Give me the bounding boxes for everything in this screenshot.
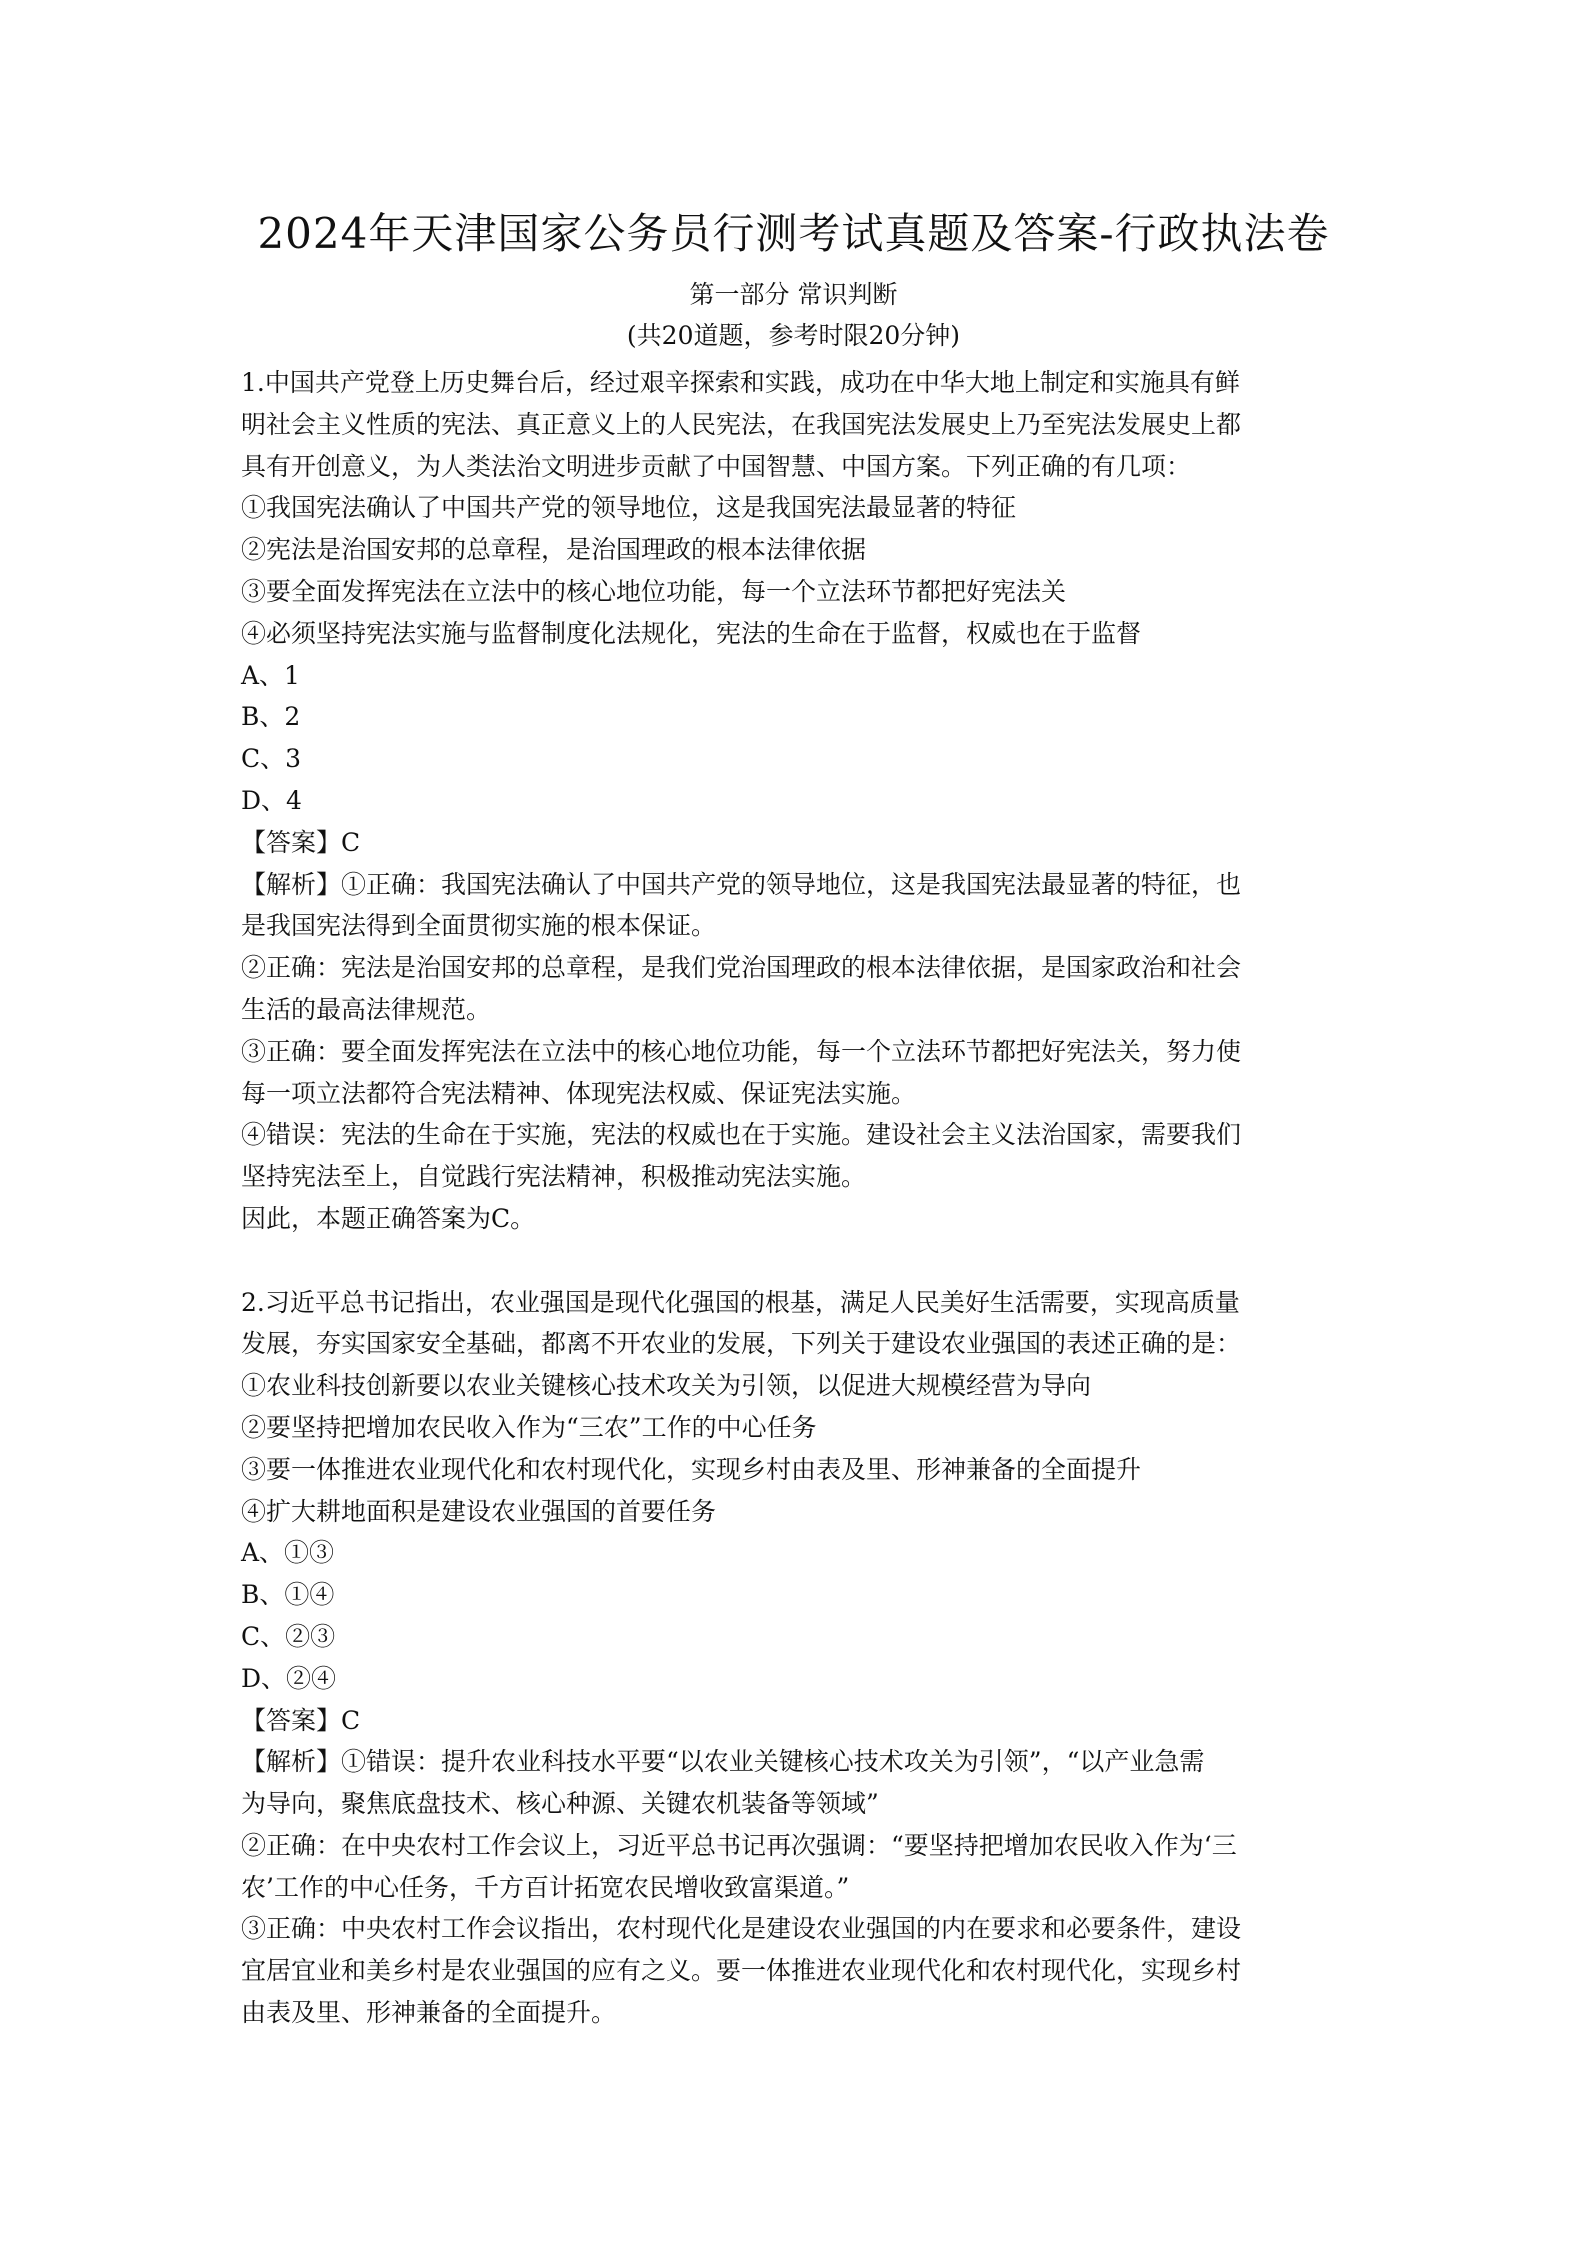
analysis-line: 坚持宪法至上，自觉践行宪法精神，积极推动宪法实施。	[241, 1162, 867, 1192]
analysis-line: 因此，本题正确答案为C。	[241, 1203, 536, 1233]
analysis-line: 农’工作的中心任务，千方百计拓宽农民增收致富渠道。”	[241, 1872, 850, 1902]
option-b: B、①④	[241, 1580, 335, 1610]
statement-3: ③要全面发挥宪法在立法中的核心地位功能，每一个立法环节都把好宪法关	[241, 576, 1067, 606]
statement-1: ①农业科技创新要以农业关键核心技术攻关为引领，以促进大规模经营为导向	[241, 1371, 1092, 1401]
analysis-line: 每一项立法都符合宪法精神、体现宪法权威、保证宪法实施。	[241, 1078, 917, 1108]
option-c: C、3	[241, 744, 302, 774]
option-a: A、①③	[241, 1538, 335, 1568]
question-stem-line: 明社会主义性质的宪法、真正意义上的人民宪法，在我国宪法发展史上乃至宪法发展史上都	[241, 409, 1242, 439]
statement-4: ④必须坚持宪法实施与监督制度化法规化，宪法的生命在于监督，权威也在于监督	[241, 618, 1142, 648]
statement-4: ④扩大耕地面积是建设农业强国的首要任务	[241, 1496, 717, 1526]
statement-2: ②宪法是治国安邦的总章程，是治国理政的根本法律依据	[241, 535, 867, 565]
analysis-line: ②正确：宪法是治国安邦的总章程，是我们党治国理政的根本法律依据，是国家政治和社会	[241, 953, 1242, 983]
analysis-line: 由表及里、形神兼备的全面提升。	[241, 1998, 617, 2028]
question-stem-line: 具有开创意义，为人类法治文明进步贡献了中国智慧、中国方案。下列正确的有几项：	[241, 451, 1192, 481]
section-title: 第一部分 常识判断	[689, 280, 898, 309]
analysis-line: ③正确：中央农村工作会议指出，农村现代化是建设农业强国的内在要求和必要条件，建设	[241, 1914, 1242, 1944]
option-c: C、②③	[241, 1621, 336, 1651]
statement-3: ③要一体推进农业现代化和农村现代化，实现乡村由表及里、形神兼备的全面提升	[241, 1454, 1142, 1484]
answer: 【答案】C	[241, 1705, 361, 1735]
option-d: D、4	[241, 785, 302, 815]
question-stem-line: 2.习近平总书记指出，农业强国是现代化强国的根基，满足人民美好生活需要，实现高质量	[241, 1287, 1240, 1317]
option-a: A、1	[241, 660, 300, 690]
analysis-line: 宜居宜业和美乡村是农业强国的应有之义。要一体推进农业现代化和农村现代化，实现乡村	[241, 1956, 1242, 1986]
option-d: D、②④	[241, 1663, 337, 1693]
question-stem-line: 1.中国共产党登上历史舞台后，经过艰辛探索和实践，成功在中华大地上制定和实施具有鲜	[241, 368, 1240, 397]
document-body	[241, 362, 1361, 2034]
section-note: (共20道题，参考时限20分钟)	[626, 321, 961, 350]
analysis-line: 是我国宪法得到全面贯彻实施的根本保证。	[241, 911, 717, 941]
analysis-line: 生活的最高法律规范。	[241, 994, 492, 1024]
question-1	[241, 362, 1361, 1240]
analysis-line: 【解析】①错误：提升农业科技水平要“以农业关键核心技术攻关为引领”，“以产业急需	[241, 1747, 1205, 1777]
option-b: B、2	[241, 702, 301, 732]
statement-1: ①我国宪法确认了中国共产党的领导地位，这是我国宪法最显著的特征	[241, 493, 1017, 523]
spacer	[241, 1240, 1361, 1282]
analysis-line: 为导向，聚焦底盘技术、核心种源、关键农机装备等领域”	[241, 1789, 879, 1819]
question-2	[241, 1282, 1361, 2034]
page-title: 2024年天津国家公务员行测考试真题及答案-行政执法卷	[257, 209, 1330, 258]
answer: 【答案】C	[241, 827, 361, 857]
question-stem-line: 发展，夯实国家安全基础，都离不开农业的发展，下列关于建设农业强国的表述正确的是：	[241, 1329, 1242, 1359]
analysis-line: ④错误：宪法的生命在于实施，宪法的权威也在于实施。建设社会主义法治国家，需要我们	[241, 1120, 1242, 1150]
analysis-line: ②正确：在中央农村工作会议上，习近平总书记再次强调：“要坚持把增加农民收入作为‘三	[241, 1830, 1237, 1860]
statement-2: ②要坚持把增加农民收入作为“三农”工作的中心任务	[241, 1412, 817, 1442]
analysis-line: 【解析】①正确：我国宪法确认了中国共产党的领导地位，这是我国宪法最显著的特征，也	[241, 869, 1242, 899]
analysis-line: ③正确：要全面发挥宪法在立法中的核心地位功能，每一个立法环节都把好宪法关，努力使	[241, 1036, 1242, 1066]
